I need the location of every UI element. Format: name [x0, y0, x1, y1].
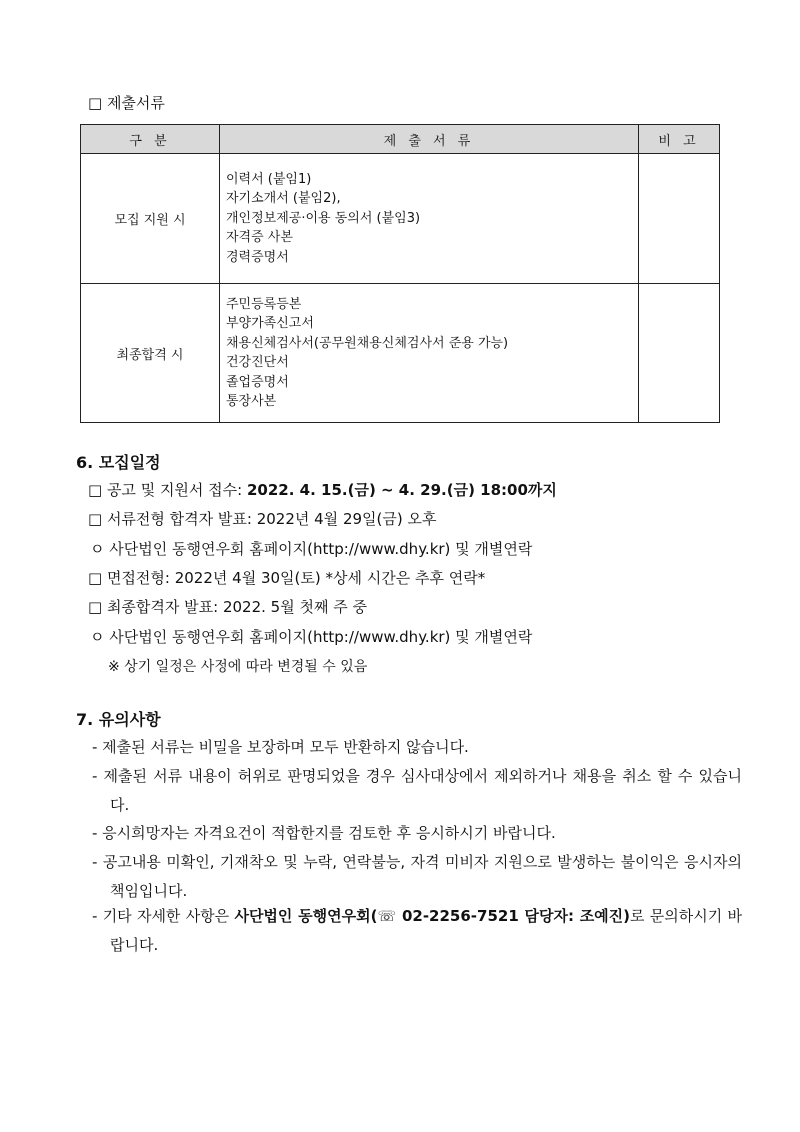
header-documents: 제 출 서 류: [220, 125, 639, 154]
note-cell: [639, 284, 720, 423]
notice-item: - 응시희망자는 자격요건이 적합한지를 검토한 후 응시하시기 바랍니다.: [92, 824, 556, 842]
schedule-item: ㅇ 사단법인 동행연우회 홈페이지(http://www.dhy.kr) 및 개별연락: [90, 540, 533, 558]
document-item: 이력서 (붙임1): [226, 171, 312, 187]
documents-cell: [220, 154, 639, 284]
docs-section-title: □ 제출서류: [88, 94, 165, 112]
document-item: 주민등록등본: [226, 296, 302, 312]
notice-item-contact: [92, 902, 742, 960]
document-item: 자기소개서 (붙임2),: [226, 191, 341, 207]
schedule-item-application: [88, 479, 557, 500]
notice-item: - 제출된 서류 내용이 허위로 판명되었을 경우 심사대상에서 제외하거나 채용을 취소 할 수 있습니다.: [92, 767, 742, 814]
schedule-item: □ 면접전형: 2022년 4월 30일(토) *상세 시간은 추후 연락*: [88, 569, 486, 587]
notice-item: - 공고내용 미확인, 기재착오 및 누락, 연락불능, 자격 미비자 지원으로 발생하는 불이익은 응시자의 책임입니다.: [92, 853, 742, 900]
schedule-item: □ 서류전형 합격자 발표: 2022년 4월 29일(금) 오후: [88, 510, 437, 528]
document-item: 부양가족신고서: [226, 316, 314, 331]
notice-contact-prefix: - 기타 자세한 사항은: [92, 907, 235, 925]
category-cell: 최종합격 시: [81, 284, 220, 423]
schedule-item-label: □ 공고 및 지원서 접수:: [88, 481, 247, 499]
schedule-item: ㅇ 사단법인 동행연우회 홈페이지(http://www.dhy.kr) 및 개별연락: [90, 628, 533, 646]
category-cell: 모집 지원 시: [81, 154, 220, 284]
document-item: 통장사본: [226, 394, 277, 409]
notice-contact-suffix: 로 문의하시기 바랍니다.: [110, 907, 743, 954]
documents-table: [80, 124, 720, 423]
document-item: 건강진단서: [226, 355, 289, 370]
notices-title: 7. 유의사항: [76, 710, 161, 729]
documents-cell: [220, 284, 639, 423]
notice-item: - 제출된 서류는 비밀을 보장하며 모두 반환하지 않습니다.: [92, 738, 469, 756]
document-item: 자격증 사본: [226, 230, 293, 246]
schedule-title: 6. 모집일정: [76, 453, 161, 472]
document-item: 경력증명서: [226, 249, 289, 265]
schedule-item: □ 최종합격자 발표: 2022. 5월 첫째 주 중: [88, 598, 367, 616]
table-row: [81, 154, 720, 284]
schedule-item-date: 2022. 4. 15.(금) ~ 4. 29.(금) 18:00까지: [247, 481, 557, 499]
notice-contact-info: 사단법인 동행연우회(☏ 02-2256-7521 담당자: 조예진): [234, 907, 631, 925]
header-category: 구 분: [81, 125, 220, 154]
note-cell: [639, 154, 720, 284]
document-item: 개인정보제공·이용 동의서 (붙임3): [226, 210, 421, 226]
schedule-remark: ※ 상기 일정은 사정에 따라 변경될 수 있음: [108, 659, 368, 675]
document-item: 졸업증명서: [226, 374, 289, 390]
table-row: [81, 284, 720, 423]
document-item: 채용신체검사서(공무원채용신체검사서 준용 가능): [226, 335, 509, 351]
table-header-row: [81, 125, 720, 154]
header-note: 비 고: [639, 125, 720, 154]
